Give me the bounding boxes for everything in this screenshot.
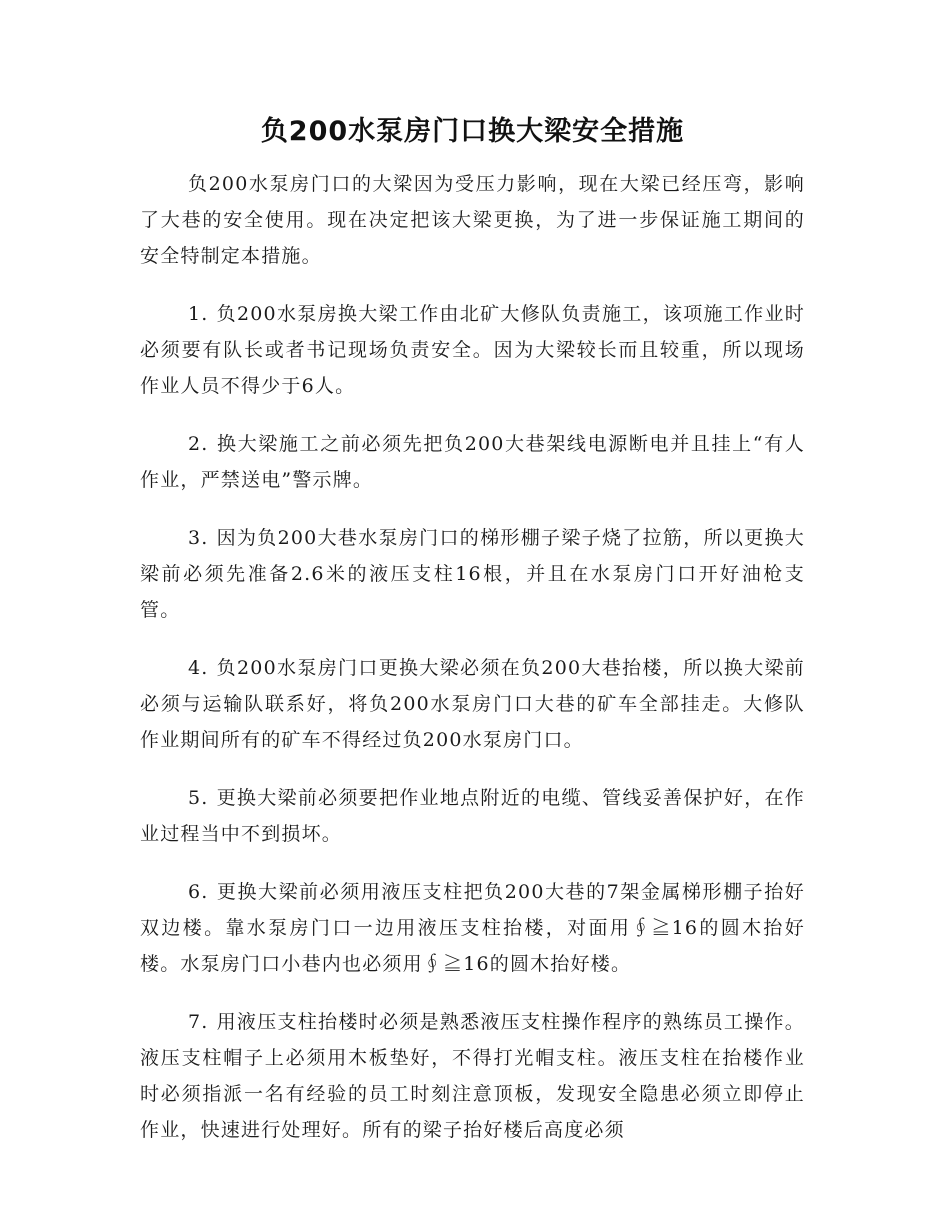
measure-item-4 (140, 650, 805, 758)
document-title: 负200水泵房门口换大梁安全措施 (260, 116, 685, 147)
item-number: 5. (188, 787, 209, 809)
item-text: 负200水泵房门口更换大梁必须在负200大巷抬楼，所以换大梁前必须与运输队联系好，将负200水泵房门口大巷的矿车全部挂走。大修队作业期间所有的矿车不得经过负200水泵房门口。 (140, 657, 805, 751)
item-text: 因为负200大巷水泵房门口的梯形棚子梁子烧了拉筋，所以更换大梁前必须先准备2.6米的液压支柱16根，并且在水泵房门口开好油枪支管。 (140, 527, 805, 621)
item-text: 负200水泵房换大梁工作由北矿大修队负责施工，该项施工作业时必须要有队长或者书记现场负责安全。因为大梁较长而且较重，所以现场作业人员不得少于6人。 (140, 303, 805, 397)
measure-item-7 (140, 1004, 805, 1148)
item-number: 7. (188, 1011, 209, 1033)
intro-paragraph: 负200水泵房门口的大梁因为受压力影响，现在大梁已经压弯，影响了大巷的安全使用。现在决定把该大梁更换，为了进一步保证施工期间的安全特制定本措施。 (140, 173, 805, 267)
item-number: 4. (188, 657, 209, 679)
item-text: 换大梁施工之前必须先把负200大巷架线电源断电并且挂上“有人作业，严禁送电”警示牌。 (140, 433, 805, 491)
item-number: 3. (188, 527, 209, 549)
measure-item-5 (140, 780, 805, 852)
item-number: 6. (188, 881, 209, 903)
measure-item-6 (140, 874, 805, 982)
item-text: 用液压支柱抬楼时必须是熟悉液压支柱操作程序的熟练员工操作。液压支柱帽子上必须用木板垫好，不得打光帽支柱。液压支柱在抬楼作业时必须指派一名有经验的员工时刻注意顶板，发现安全隐患必须立即停止作业，快速进行处理好。所有的梁子抬好楼后高度必须 (140, 1011, 805, 1141)
item-text: 更换大梁前必须要把作业地点附近的电缆、管线妥善保护好，在作业过程当中不到损坏。 (140, 787, 805, 845)
item-number: 1. (188, 303, 209, 325)
document-body (140, 112, 805, 1170)
measure-item-3 (140, 520, 805, 628)
measure-item-1 (140, 296, 805, 404)
measure-item-2 (140, 426, 805, 498)
item-number: 2. (188, 433, 209, 455)
item-text: 更换大梁前必须用液压支柱把负200大巷的7架金属梯形棚子抬好双边楼。靠水泵房门口一边用液压支柱抬楼，对面用∮≧16的圆木抬好楼。水泵房门口小巷内也必须用∮≧16的圆木抬好楼。 (140, 881, 805, 975)
